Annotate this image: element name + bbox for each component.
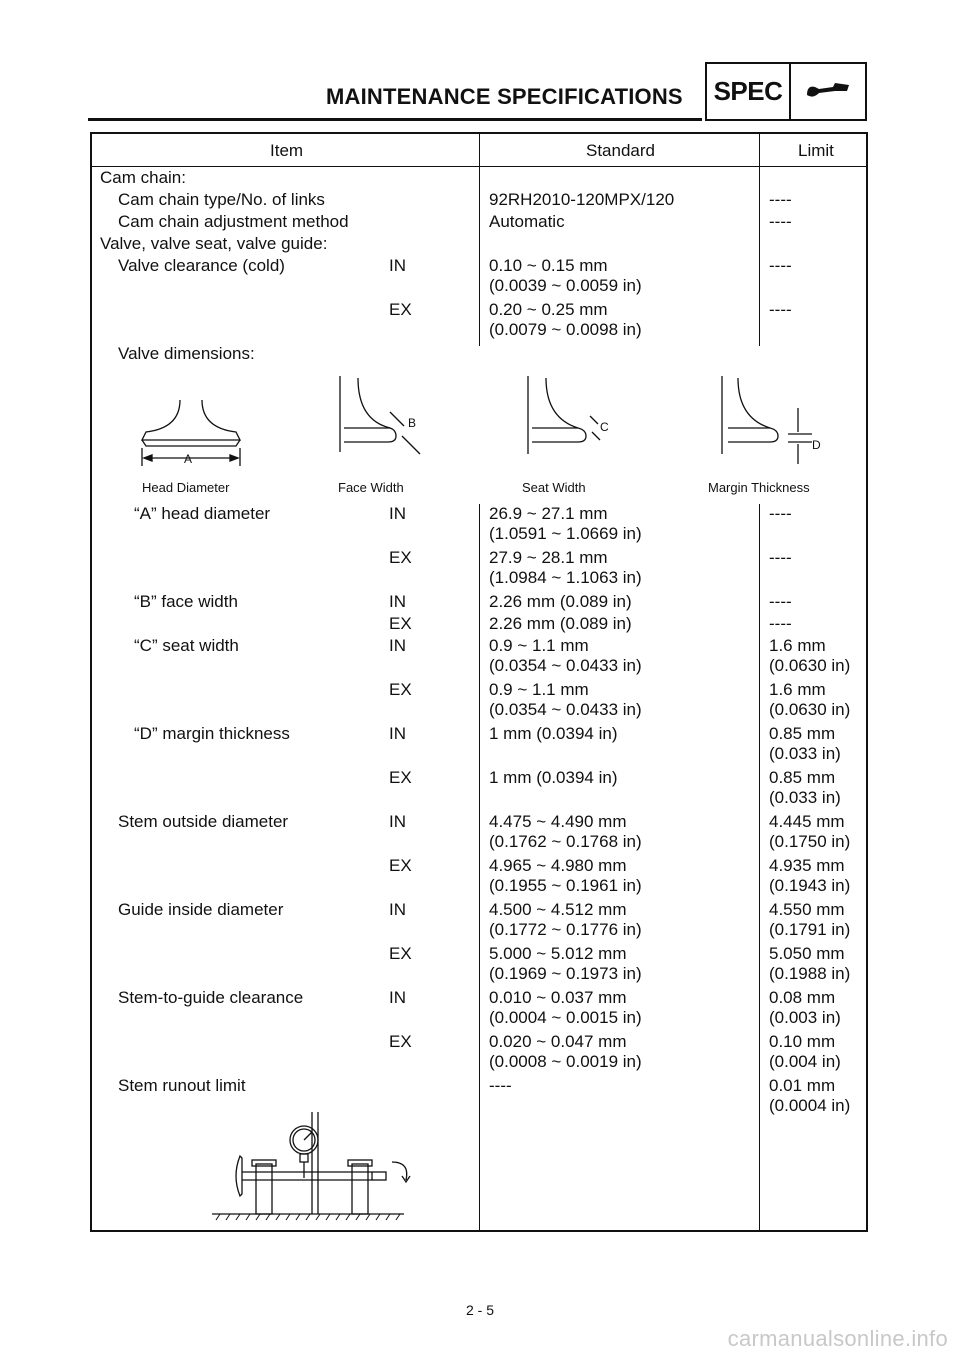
row-limit-value: (0.1750 in) bbox=[769, 832, 851, 851]
caption-face-width: Face Width bbox=[338, 480, 404, 495]
row-item-label: “D” margin thickness bbox=[134, 724, 290, 743]
row-sub-label: EX bbox=[389, 300, 412, 319]
row-standard-value: ---- bbox=[489, 1076, 512, 1095]
col-divider bbox=[759, 166, 760, 346]
row-limit-value: 1.6 mm bbox=[769, 680, 826, 699]
caption-margin-thickness: Margin Thickness bbox=[708, 480, 810, 495]
row-standard-value: 0.10 ~ 0.15 mm bbox=[489, 256, 608, 275]
row-standard-value: 4.475 ~ 4.490 mm bbox=[489, 812, 627, 831]
row-standard-value: (0.0004 ~ 0.0015 in) bbox=[489, 1008, 642, 1027]
row-item-label: Cam chain: bbox=[100, 168, 186, 187]
row-limit-value: 0.08 mm bbox=[769, 988, 836, 1007]
spec-badge-label: SPEC bbox=[707, 64, 791, 119]
spec-badge bbox=[705, 62, 867, 121]
row-limit-value: ---- bbox=[769, 504, 792, 523]
row-standard-value: (0.1969 ~ 0.1973 in) bbox=[489, 964, 642, 983]
row-limit-value: ---- bbox=[769, 548, 792, 567]
row-limit-value: ---- bbox=[769, 190, 792, 209]
row-standard-value: 5.000 ~ 5.012 mm bbox=[489, 944, 627, 963]
row-sub-label: IN bbox=[389, 636, 406, 655]
row-standard-value: (0.0039 ~ 0.0059 in) bbox=[489, 276, 642, 295]
row-limit-value: (0.033 in) bbox=[769, 744, 841, 763]
row-standard-value: 0.020 ~ 0.047 mm bbox=[489, 1032, 627, 1051]
row-sub-label: EX bbox=[389, 680, 412, 699]
row-standard-value: 26.9 ~ 27.1 mm bbox=[489, 504, 608, 523]
row-limit-value: (0.1943 in) bbox=[769, 876, 851, 895]
row-limit-value: (0.033 in) bbox=[769, 788, 841, 807]
row-sub-label: IN bbox=[389, 504, 406, 523]
row-item-label: Stem runout limit bbox=[118, 1076, 246, 1095]
row-standard-value: 27.9 ~ 28.1 mm bbox=[489, 548, 608, 567]
row-limit-value: 4.550 mm bbox=[769, 900, 845, 919]
row-limit-value: ---- bbox=[769, 300, 792, 319]
row-item-label: Valve clearance (cold) bbox=[118, 256, 285, 275]
row-sub-label: EX bbox=[389, 1032, 412, 1051]
row-limit-value: (0.004 in) bbox=[769, 1052, 841, 1071]
col-divider bbox=[759, 504, 760, 1232]
row-limit-value: 0.10 mm bbox=[769, 1032, 836, 1051]
letter-b: B bbox=[408, 416, 417, 430]
row-sub-label: EX bbox=[389, 856, 412, 875]
row-sub-label: EX bbox=[389, 548, 412, 567]
row-item-label: Stem-to-guide clearance bbox=[118, 988, 304, 1007]
row-item-label: Valve, valve seat, valve guide: bbox=[100, 234, 328, 253]
row-limit-value: (0.0630 in) bbox=[769, 656, 851, 675]
col-divider bbox=[479, 504, 480, 1232]
row-standard-value: (0.0354 ~ 0.0433 in) bbox=[489, 700, 642, 719]
row-standard-value: (1.0984 ~ 1.1063 in) bbox=[489, 568, 642, 587]
caption-head-diameter: Head Diameter bbox=[142, 480, 230, 495]
row-item-label: Guide inside diameter bbox=[118, 900, 284, 919]
row-standard-value: 1 mm (0.0394 in) bbox=[489, 724, 618, 743]
row-sub-label: IN bbox=[389, 988, 406, 1007]
col-header-limit: Limit bbox=[798, 141, 834, 160]
row-item-label: “B” face width bbox=[134, 592, 238, 611]
row-limit-value: 4.935 mm bbox=[769, 856, 845, 875]
row-sub-label: EX bbox=[389, 944, 412, 963]
header-rule bbox=[88, 118, 702, 121]
row-standard-value: (1.0591 ~ 1.0669 in) bbox=[489, 524, 642, 543]
runout-gauge-figure bbox=[212, 1106, 432, 1221]
row-standard-value: (0.0354 ~ 0.0433 in) bbox=[489, 656, 642, 675]
row-limit-value: ---- bbox=[769, 212, 792, 231]
row-item-label: “C” seat width bbox=[134, 636, 239, 655]
row-limit-value: (0.1791 in) bbox=[769, 920, 851, 939]
col-divider bbox=[479, 134, 480, 166]
row-item-label: Valve dimensions: bbox=[118, 344, 255, 363]
row-limit-value: (0.1988 in) bbox=[769, 964, 851, 983]
row-limit-value: (0.003 in) bbox=[769, 1008, 841, 1027]
letter-a: A bbox=[184, 452, 193, 466]
row-standard-value: 92RH2010-120MPX/120 bbox=[489, 190, 675, 209]
row-limit-value: 5.050 mm bbox=[769, 944, 845, 963]
row-standard-value: 4.500 ~ 4.512 mm bbox=[489, 900, 627, 919]
row-standard-value: 0.010 ~ 0.037 mm bbox=[489, 988, 627, 1007]
row-limit-value: (0.0630 in) bbox=[769, 700, 851, 719]
row-item-label: Stem outside diameter bbox=[118, 812, 289, 831]
letter-d: D bbox=[812, 438, 821, 452]
row-limit-value: 0.85 mm bbox=[769, 768, 836, 787]
col-header-standard: Standard bbox=[586, 141, 655, 160]
row-sub-label: IN bbox=[389, 812, 406, 831]
row-standard-value: Automatic bbox=[489, 212, 565, 231]
row-limit-value: ---- bbox=[769, 256, 792, 275]
row-sub-label: IN bbox=[389, 724, 406, 743]
row-limit-value: 0.01 mm bbox=[769, 1076, 836, 1095]
caption-seat-width: Seat Width bbox=[522, 480, 586, 495]
row-item-label: Cam chain type/No. of links bbox=[118, 190, 325, 209]
col-divider bbox=[759, 134, 760, 166]
row-standard-value: (0.0008 ~ 0.0019 in) bbox=[489, 1052, 642, 1071]
watermark: carmanualsonline.info bbox=[727, 1326, 948, 1351]
col-header-item: Item bbox=[270, 141, 304, 160]
row-standard-value: 2.26 mm (0.089 in) bbox=[489, 592, 632, 611]
letter-c: C bbox=[600, 420, 609, 434]
row-limit-value: (0.0004 in) bbox=[769, 1096, 851, 1115]
row-limit-value: ---- bbox=[769, 614, 792, 633]
row-item-label: Cam chain adjustment method bbox=[118, 212, 349, 231]
row-limit-value: 1.6 mm bbox=[769, 636, 826, 655]
row-standard-value: (0.0079 ~ 0.0098 in) bbox=[489, 320, 642, 339]
spec-table bbox=[90, 132, 868, 1232]
row-standard-value: 2.26 mm (0.089 in) bbox=[489, 614, 632, 633]
page-title: MAINTENANCE SPECIFICATIONS bbox=[326, 84, 683, 109]
row-sub-label: IN bbox=[389, 900, 406, 919]
row-sub-label: IN bbox=[389, 592, 406, 611]
row-limit-value: 0.85 mm bbox=[769, 724, 836, 743]
col-divider bbox=[479, 166, 480, 346]
row-item-label: “A” head diameter bbox=[134, 504, 271, 523]
row-standard-value: (0.1772 ~ 0.1776 in) bbox=[489, 920, 642, 939]
row-standard-value: (0.1955 ~ 0.1961 in) bbox=[489, 876, 642, 895]
row-standard-value: (0.1762 ~ 0.1768 in) bbox=[489, 832, 642, 851]
page-number: 2 - 5 bbox=[465, 1302, 494, 1318]
row-limit-value: ---- bbox=[769, 592, 792, 611]
wrench-icon bbox=[791, 64, 865, 119]
row-sub-label: EX bbox=[389, 768, 412, 787]
row-standard-value: 0.9 ~ 1.1 mm bbox=[489, 680, 589, 699]
row-standard-value: 0.20 ~ 0.25 mm bbox=[489, 300, 608, 319]
row-standard-value: 4.965 ~ 4.980 mm bbox=[489, 856, 627, 875]
row-limit-value: 4.445 mm bbox=[769, 812, 845, 831]
row-sub-label: IN bbox=[389, 256, 406, 275]
row-standard-value: 1 mm (0.0394 in) bbox=[489, 768, 618, 787]
row-standard-value: 0.9 ~ 1.1 mm bbox=[489, 636, 589, 655]
row-sub-label: EX bbox=[389, 614, 412, 633]
